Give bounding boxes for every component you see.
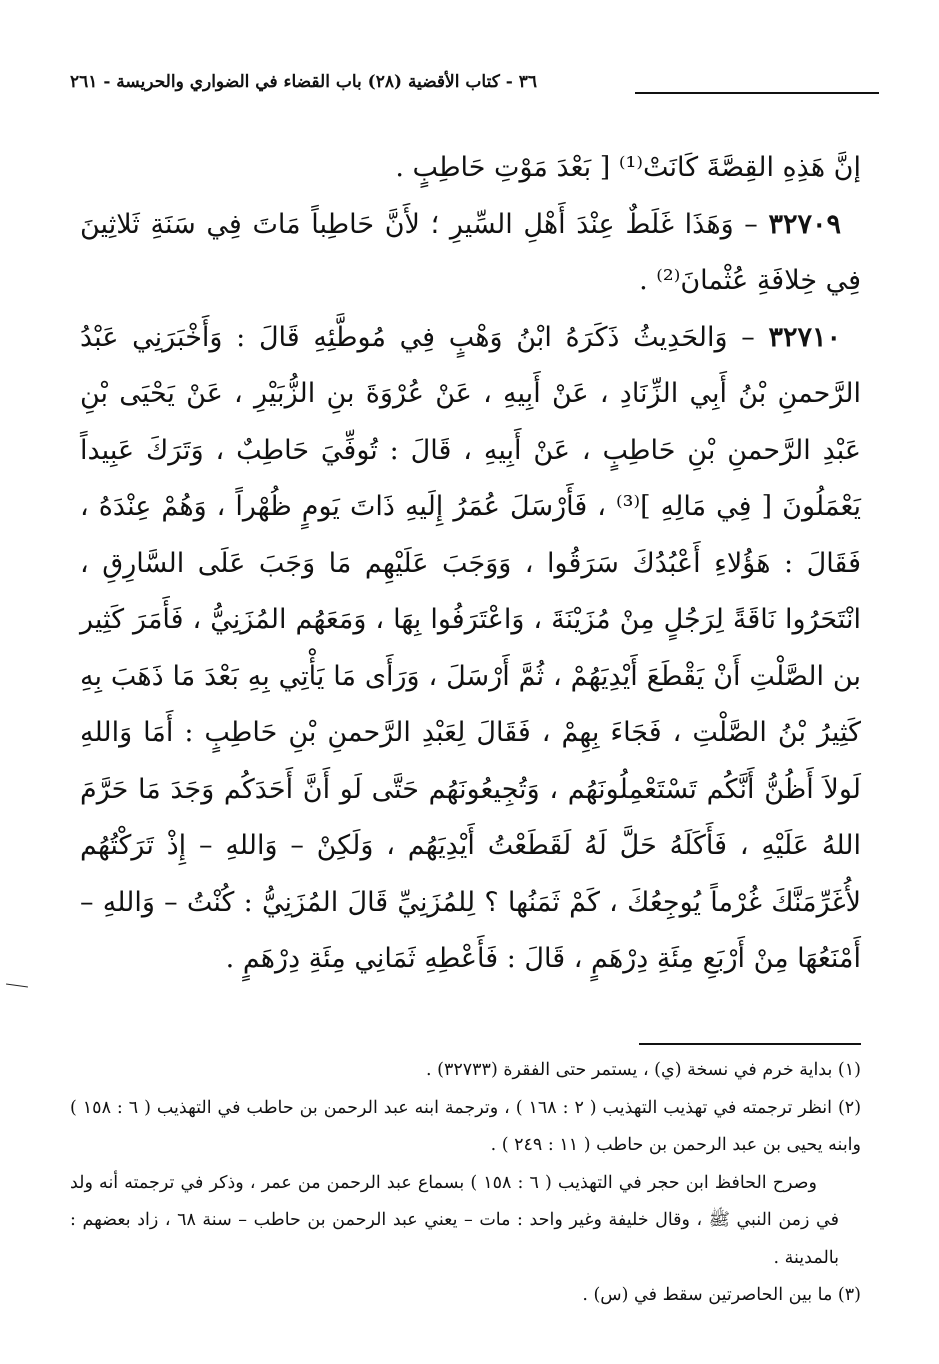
header-rule [635, 92, 879, 94]
footnotes [70, 1052, 861, 1315]
running-title: ٣٦ - كتاب الأقضية (٢٨) باب القضاء في الضواري والحريسة - ٢٦١ [70, 72, 537, 92]
continuation-text: إنَّ هَذِهِ القِصَّةَ كَانَتْ⁽¹⁾ [ بَعْدَ مَوْتِ حَاطِبٍ . [395, 152, 861, 183]
footnote-2: (٢) انظر ترجمته في تهذيب التهذيب ( ٢ : ١٦٨ ) ، وترجمة ابنه عبد الرحمن بن حاطب في التهذيب ( ٦ : ١٥٨ ) وابنه يحيى بن عبد الرحمن بن حاطب ( ١١ : ٢٤٩ ) . [70, 1097, 862, 1155]
footnote-2-continuation: وصرح الحافظ ابن حجر في التهذيب ( ٦ : ١٥٨ ) بسماع عبد الرحمن من عمر ، وذكر في ترجمته أنه ولد في زمن النبي ﷺ ، وقال خليفة وغير واحد : مات – يعني عبد الرحمن بن حاطب – سنة ٦٨ ، زاد بعضهم : بالمدينة . [70, 1172, 839, 1268]
main-text [80, 140, 861, 988]
paragraph-number: ٣٢٧٠٩ [768, 208, 841, 240]
paragraph-32710 [80, 310, 861, 988]
paragraph-32709 [80, 197, 861, 310]
paragraph-number: ٣٢٧١٠ [768, 321, 841, 353]
paragraph-text: – وَالحَدِيثُ ذَكَرَهُ ابْنُ وَهْبٍ فِي مُوطَّئِهِ قَالَ : وَأَخْبَرَنِي عَبْدُ الرَّحمنِ بْنُ أَبِي الزِّنَادِ ، عَنْ أَبِيهِ ، عَنْ عُرْوَةَ بنِ الزُّبَيْرِ ، عَنْ يَحْيَى بْنِ عَبْدِ الرَّحمنِ بْنِ حَاطِبٍ ، عَنْ أَبِيهِ ، قَالَ : تُوفِّيَ حَاطِبٌ ، وَتَرَكَ عَبِيداً يَعْمَلُونَ [ فِي مَالِهِ ]⁽³⁾ ، فَأَرْسَلَ عُمَرُ إِلَيهِ ذَاتَ يَومٍ ظُهْراً ، وَهُمْ عِنْدَهُ ، فَقَالَ : هَؤُلاءِ أَعْبُدُكَ سَرَقُوا ، وَوَجَبَ عَلَيْهِم مَا وَجَبَ عَلَى السَّارِقِ ، انْتَحَرُوا نَاقَةً لِرَجُلٍ مِنْ مُزَيْنَةَ ، وَاعْتَرَفُوا بِهَا ، وَمَعَهُم المُزَنِيُّ ، فَأَمَرَ كَثِير بن الصَّلْتِ أَنْ يَقْطَعَ أَيْدِيَهُمْ ، ثُمَّ أَرْسَلَ ، وَرَأَى مَا يَأْتِي بِهِ بَعْدَ مَا ذَهَبَ بِهِ كَثِيرُ بْنُ الصَّلْتِ ، فَجَاءَ بِهِمْ ، فَقَالَ لِعَبْدِ الرَّحمنِ بْنِ حَاطِبٍ : أَمَا وَاللهِ لَولاَ أَظُنُّ أَنَّكُم تَسْتَعْمِلُونَهُم ، وَتُجِيعُونَهُم حَتَّى لَو أَنَّ أَحَدَكُم وَجَدَ مَا حَرَّمَ اللهُ عَلَيْهِ ، فَأَكَلَهُ حَلَّ لَهُ لَقَطَعْتُ أَيْدِيَهُم ، وَلَكِنْ – وَاللهِ – إِذْ تَرَكْتُهُم لأُغَرِّمَنَّكَ غُرْماً يُوجِعُكَ ، كَمْ ثَمَنُها ؟ لِلمُزَنِيِّ قَالَ المُزَنِيُّ : كُنْتُ – وَاللهِ – أَمْنَعُهَا مِنْ أَرْبَعِ مِئَةِ دِرْهَمٍ ، قَالَ : فَأَعْطِهِ ثَمَانِي مِئَةِ دِرْهَمٍ . [80, 321, 861, 974]
scan-margin-mark [6, 983, 28, 987]
running-header [70, 66, 879, 106]
footnote-1: (١) بداية خرم في نسخة (ي) ، يستمر حتى الفقرة (٣٢٧٣٣) . [425, 1060, 861, 1080]
footnote-3: (٣) ما بين الحاصرتين سقط في (س) . [582, 1285, 861, 1305]
footnote-rule [639, 1043, 861, 1045]
paragraph-text: – وَهَذَا غَلَطٌ عِنْدَ أَهْلِ السِّيرِ ؛ لأَنَّ حَاطِباً مَاتَ فِي سَنَةِ ثَلاثِينَ فِي خِلافَةِ عُثْمانَ⁽²⁾ . [80, 208, 861, 296]
